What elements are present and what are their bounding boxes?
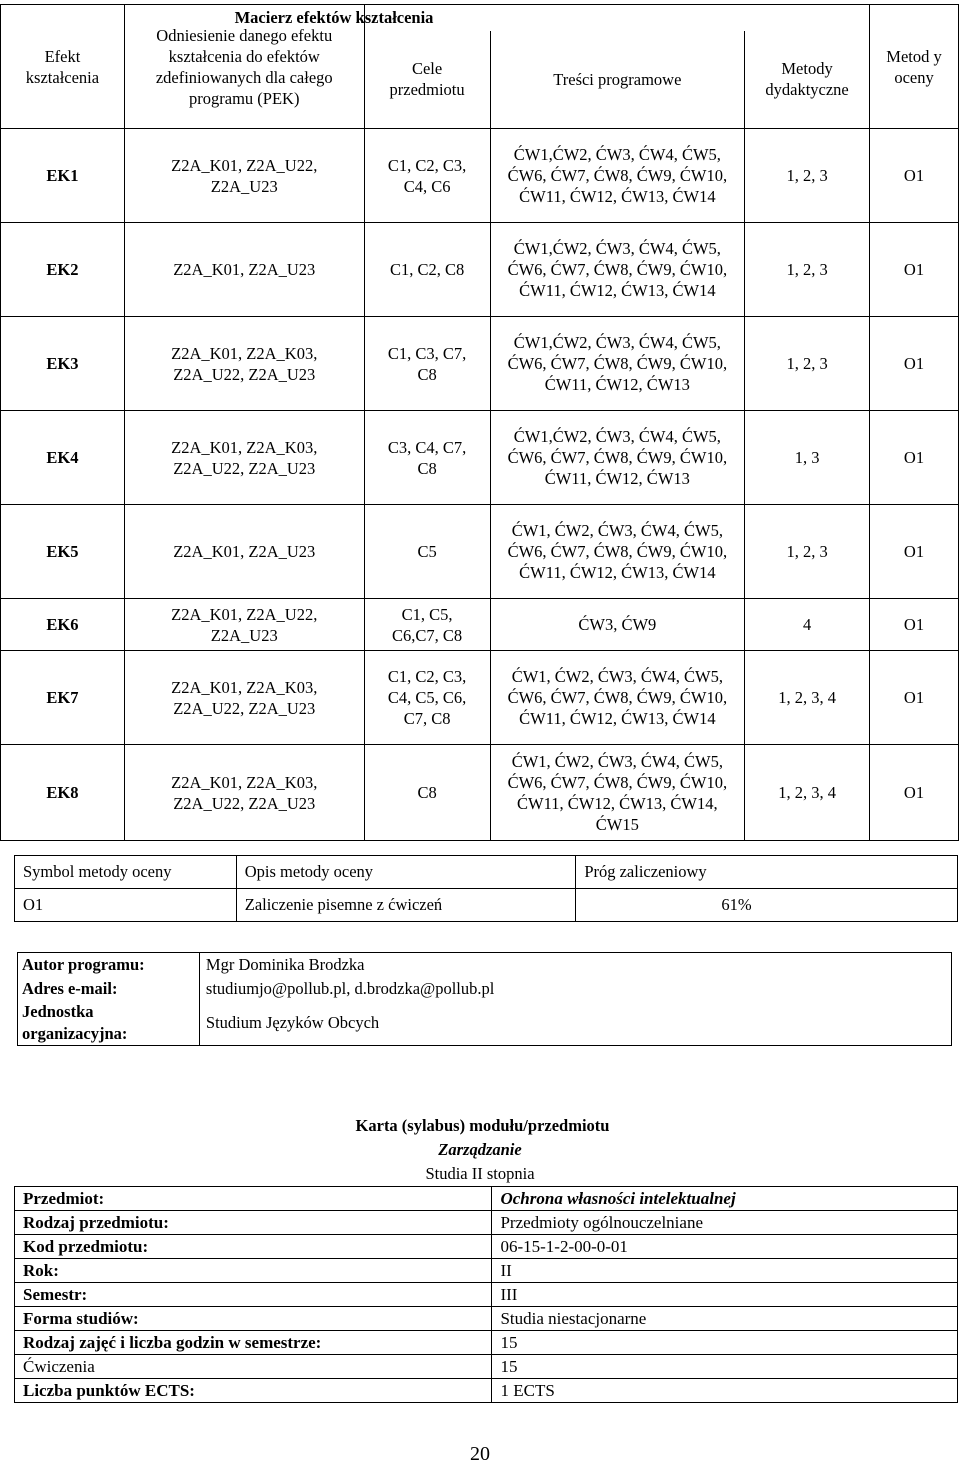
syllabus-value: 1 ECTS <box>492 1379 958 1403</box>
teaching-methods: 1, 2, 3 <box>745 129 870 223</box>
matrix-row <box>1 129 959 223</box>
pek-reference: Z2A_K01, Z2A_U22, Z2A_U23 <box>124 599 364 651</box>
pek-reference: Z2A_K01, Z2A_K03, Z2A_U22, Z2A_U23 <box>124 651 364 745</box>
syllabus-label: Rodzaj zajęć i liczba godzin w semestrze: <box>15 1331 492 1355</box>
program-content: ĆW1,ĆW2, ĆW3, ĆW4, ĆW5, ĆW6, ĆW7, ĆW8, ĆW9, ĆW10, ĆW11, ĆW12, ĆW13 <box>490 411 745 505</box>
objectives: C3, C4, C7, C8 <box>364 411 490 505</box>
syllabus-label: Liczba punktów ECTS: <box>15 1379 492 1403</box>
methods-header-symbol: Symbol metody oceny <box>15 856 237 889</box>
matrix-row <box>1 745 959 841</box>
assessment-method: O1 <box>870 411 959 505</box>
program-content: ĆW1,ĆW2, ĆW3, ĆW4, ĆW5, ĆW6, ĆW7, ĆW8, ĆW9, ĆW10, ĆW11, ĆW12, ĆW13, ĆW14 <box>490 129 745 223</box>
author-table <box>17 952 952 1046</box>
pek-reference: Z2A_K01, Z2A_K03, Z2A_U22, Z2A_U23 <box>124 411 364 505</box>
syllabus-value: Ochrona własności intelektualnej <box>492 1187 958 1211</box>
syllabus-value: Studia niestacjonarne <box>492 1307 958 1331</box>
effect-code: EK2 <box>1 223 125 317</box>
label-autor: Autor programu: <box>22 955 145 974</box>
header-cele: Cele przedmiotu <box>364 31 490 129</box>
value-jednostka: Studium Języków Obcych <box>205 1013 380 1032</box>
matrix-row <box>1 651 959 745</box>
matrix-row <box>1 599 959 651</box>
syllabus-value: 15 <box>492 1355 958 1379</box>
teaching-methods: 1, 2, 3 <box>745 223 870 317</box>
author-labels <box>18 953 200 1046</box>
syllabus-value: 15 <box>492 1331 958 1355</box>
syllabus-row <box>15 1187 958 1211</box>
header-odniesienie: Odniesienie danego efektu kształcenia do efektów zdefiniowanych dla całego programu (PEK) <box>124 5 364 129</box>
assessment-method: O1 <box>870 317 959 411</box>
assessment-method: O1 <box>870 745 959 841</box>
header-metody-dyd: Metody dydaktyczne <box>745 31 870 129</box>
objectives: C8 <box>364 745 490 841</box>
value-autor: Mgr Dominika Brodzka <box>205 955 365 974</box>
syllabus-table <box>14 1186 958 1403</box>
effect-code: EK7 <box>1 651 125 745</box>
teaching-methods: 1, 2, 3, 4 <box>745 745 870 841</box>
syllabus-row <box>15 1331 958 1355</box>
syllabus-label: Kod przedmiotu: <box>15 1235 492 1259</box>
learning-outcomes-matrix <box>0 4 959 841</box>
objectives: C1, C3, C7, C8 <box>364 317 490 411</box>
assessment-method: O1 <box>870 651 959 745</box>
syllabus-label: Forma studiów: <box>15 1307 492 1331</box>
syllabus-value: 06-15-1-2-00-0-01 <box>492 1235 958 1259</box>
syllabus-header <box>0 1114 960 1186</box>
program-content: ĆW1, ĆW2, ĆW3, ĆW4, ĆW5, ĆW6, ĆW7, ĆW8, ĆW9, ĆW10, ĆW11, ĆW12, ĆW13, ĆW14 <box>490 651 745 745</box>
matrix-row <box>1 411 959 505</box>
effect-code: EK8 <box>1 745 125 841</box>
teaching-methods: 1, 2, 3 <box>745 505 870 599</box>
program-content: ĆW1,ĆW2, ĆW3, ĆW4, ĆW5, ĆW6, ĆW7, ĆW8, ĆW9, ĆW10, ĆW11, ĆW12, ĆW13 <box>490 317 745 411</box>
effect-code: EK5 <box>1 505 125 599</box>
effect-code: EK3 <box>1 317 125 411</box>
header-efekt: Efekt kształcenia <box>1 5 125 129</box>
syllabus-label: Ćwiczenia <box>15 1355 492 1379</box>
matrix-row <box>1 223 959 317</box>
header-metody-oceny: Metod y oceny <box>870 5 959 129</box>
matrix-title: Macierz efektów kształcenia <box>234 5 739 31</box>
objectives: C1, C2, C3, C4, C6 <box>364 129 490 223</box>
syllabus-level: Studia II stopnia <box>425 1164 535 1183</box>
header-tresci: Treści programowe <box>490 31 745 129</box>
syllabus-label: Semestr: <box>15 1283 492 1307</box>
page-number: 20 <box>470 1443 490 1465</box>
effect-code: EK6 <box>1 599 125 651</box>
program-content: ĆW1, ĆW2, ĆW3, ĆW4, ĆW5, ĆW6, ĆW7, ĆW8, ĆW9, ĆW10, ĆW11, ĆW12, ĆW13, ĆW14 <box>490 505 745 599</box>
teaching-methods: 1, 2, 3, 4 <box>745 651 870 745</box>
syllabus-row <box>15 1235 958 1259</box>
pek-reference: Z2A_K01, Z2A_U23 <box>124 223 364 317</box>
syllabus-row <box>15 1355 958 1379</box>
syllabus-row <box>15 1211 958 1235</box>
methods-header-opis: Opis metody oceny <box>236 856 576 889</box>
objectives: C1, C2, C3, C4, C5, C6, C7, C8 <box>364 651 490 745</box>
program-content: ĆW1,ĆW2, ĆW3, ĆW4, ĆW5, ĆW6, ĆW7, ĆW8, ĆW9, ĆW10, ĆW11, ĆW12, ĆW13, ĆW14 <box>490 223 745 317</box>
teaching-methods: 1, 2, 3 <box>745 317 870 411</box>
program-content: ĆW1, ĆW2, ĆW3, ĆW4, ĆW5, ĆW6, ĆW7, ĆW8, ĆW9, ĆW10, ĆW11, ĆW12, ĆW13, ĆW14, ĆW15 <box>490 745 745 841</box>
program-content: ĆW3, ĆW9 <box>490 599 745 651</box>
syllabus-value: Przedmioty ogólnouczelniane <box>492 1211 958 1235</box>
assessment-method: O1 <box>870 129 959 223</box>
author-values <box>199 953 951 1046</box>
matrix-row <box>1 505 959 599</box>
effect-code: EK1 <box>1 129 125 223</box>
syllabus-label: Rodzaj przedmiotu: <box>15 1211 492 1235</box>
methods-opis: Zaliczenie pisemne z ćwiczeń <box>236 889 576 922</box>
teaching-methods: 1, 3 <box>745 411 870 505</box>
assessment-method: O1 <box>870 223 959 317</box>
methods-header-prog: Próg zaliczeniowy <box>576 856 958 889</box>
methods-prog: 61% <box>576 889 958 922</box>
pek-reference: Z2A_K01, Z2A_K03, Z2A_U22, Z2A_U23 <box>124 317 364 411</box>
label-email: Adres e-mail: <box>22 979 118 998</box>
syllabus-label: Przedmiot: <box>15 1187 492 1211</box>
teaching-methods: 4 <box>745 599 870 651</box>
syllabus-value: III <box>492 1283 958 1307</box>
assessment-methods-table <box>14 855 958 922</box>
syllabus-row <box>15 1307 958 1331</box>
effect-code: EK4 <box>1 411 125 505</box>
syllabus-title: Karta (sylabus) modułu/przedmiotu <box>355 1116 610 1135</box>
label-jednostka: Jednostka organizacyjna: <box>22 1002 128 1043</box>
objectives: C5 <box>364 505 490 599</box>
syllabus-field: Zarządzanie <box>438 1140 522 1159</box>
objectives: C1, C5, C6,C7, C8 <box>364 599 490 651</box>
pek-reference: Z2A_K01, Z2A_K03, Z2A_U22, Z2A_U23 <box>124 745 364 841</box>
methods-symbol: O1 <box>15 889 237 922</box>
syllabus-row <box>15 1259 958 1283</box>
matrix-row <box>1 317 959 411</box>
syllabus-label: Rok: <box>15 1259 492 1283</box>
assessment-method: O1 <box>870 505 959 599</box>
objectives: C1, C2, C8 <box>364 223 490 317</box>
assessment-method: O1 <box>870 599 959 651</box>
pek-reference: Z2A_K01, Z2A_U22, Z2A_U23 <box>124 129 364 223</box>
pek-reference: Z2A_K01, Z2A_U23 <box>124 505 364 599</box>
syllabus-value: II <box>492 1259 958 1283</box>
syllabus-row <box>15 1283 958 1307</box>
value-email: studiumjo@pollub.pl, d.brodzka@pollub.pl <box>205 979 495 998</box>
syllabus-row <box>15 1379 958 1403</box>
